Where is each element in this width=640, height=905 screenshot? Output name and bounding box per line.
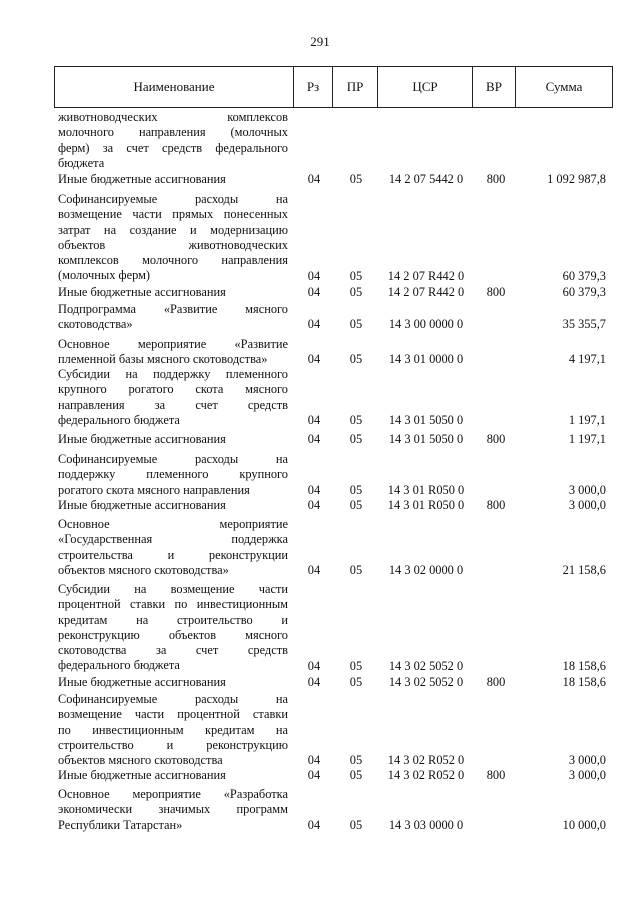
table-row — [0, 452, 640, 498]
row-name-line: скотоводства» — [58, 317, 133, 332]
page-number: 291 — [310, 34, 330, 49]
row-name-line: крупного рогатого скота мясного — [58, 382, 288, 397]
row-vr: 800 — [486, 285, 506, 299]
row-name-line: Софинансируемые расходы на — [58, 452, 288, 466]
row-name-line: Иные бюджетные ассигнования — [58, 498, 226, 512]
row-csr: 14 3 01 R050 0 — [387, 498, 465, 512]
row-pr: 05 — [349, 285, 363, 299]
row-name-line: строительство и реконструкцию — [58, 737, 288, 752]
table-row — [0, 432, 640, 447]
header-rz: Рз — [293, 66, 333, 108]
row-sum: 3 000,0 — [568, 768, 606, 782]
row-pr: 05 — [349, 317, 363, 332]
header-sum: Сумма — [515, 66, 613, 108]
row-sum: 18 158,6 — [562, 675, 606, 689]
row-name-line: по инвестиционным кредитам на — [58, 722, 288, 737]
row-pr: 05 — [349, 768, 363, 782]
row-pr: 05 — [349, 562, 363, 577]
row-name-line: бюджета — [58, 155, 105, 170]
row-name-line: направления за счет средств — [58, 397, 288, 412]
row-rz: 04 — [307, 268, 321, 283]
row-name-line: комплексов молочного направления — [58, 253, 288, 268]
row-rz: 04 — [307, 817, 321, 832]
row-csr: 14 3 01 0000 0 — [388, 352, 464, 367]
row-sum: 3 000,0 — [568, 753, 606, 768]
row-rz: 04 — [307, 317, 321, 332]
table-row — [0, 192, 640, 284]
row-name-line: строительства и реконструкции — [58, 547, 288, 562]
row-name-line: процентной ставки по инвестиционным — [58, 597, 288, 612]
row-name-line: скотоводства за счет средств — [58, 643, 288, 658]
row-name-line: Основное мероприятие «Развитие — [58, 337, 288, 351]
row-pr: 05 — [349, 412, 363, 427]
row-name-line: Иные бюджетные ассигнования — [58, 768, 226, 782]
row-csr: 14 2 07 R442 0 — [387, 268, 465, 283]
table-row — [0, 582, 640, 674]
header-vr: ВР — [472, 66, 516, 108]
row-name — [58, 172, 288, 187]
table-row — [0, 498, 640, 513]
row-vr: 800 — [486, 432, 506, 446]
row-name — [58, 110, 288, 171]
row-name-line: кредитам на строительство и — [58, 612, 288, 627]
table-row — [0, 337, 640, 368]
header-csr: ЦСР — [377, 66, 473, 108]
table-row — [0, 675, 640, 690]
row-rz: 04 — [307, 658, 321, 673]
row-name — [58, 302, 288, 333]
row-rz: 04 — [307, 482, 321, 497]
row-name — [58, 517, 288, 578]
row-sum: 3 000,0 — [568, 482, 606, 497]
row-name-line: возмещение части процентной ставки — [58, 707, 288, 722]
row-sum: 10 000,0 — [562, 817, 606, 832]
header-name: Наименование — [54, 66, 294, 108]
row-sum: 3 000,0 — [568, 498, 606, 512]
row-name — [58, 285, 288, 300]
row-name-line: Иные бюджетные ассигнования — [58, 285, 226, 299]
row-csr: 14 3 01 R050 0 — [387, 482, 465, 497]
row-pr: 05 — [349, 172, 363, 186]
row-name-line: поддержку племенного крупного — [58, 467, 288, 482]
row-name-line: Подпрограмма «Развитие мясного — [58, 302, 288, 316]
row-name — [58, 337, 288, 368]
row-vr: 800 — [486, 675, 506, 689]
table-row — [0, 787, 640, 833]
row-name — [58, 192, 288, 284]
row-name-line: Субсидии на возмещение части — [58, 582, 288, 596]
row-rz: 04 — [307, 498, 321, 512]
row-name-line: Иные бюджетные ассигнования — [58, 172, 226, 186]
row-rz: 04 — [307, 562, 321, 577]
row-name-line: объектов мясного скотоводства — [58, 753, 223, 768]
row-name-line: ферм) за счет средств федерального — [58, 140, 288, 155]
row-name-line: молочного направления (молочных — [58, 125, 288, 140]
row-name-line: реконструкцию объектов мясного — [58, 627, 288, 642]
row-name — [58, 452, 288, 498]
row-name-line: объектов животноводческих — [58, 237, 288, 252]
row-sum: 21 158,6 — [562, 562, 606, 577]
table-row — [0, 768, 640, 783]
row-name-line: федерального бюджета — [58, 658, 180, 673]
table-row — [0, 367, 640, 428]
table-row — [0, 517, 640, 578]
row-rz: 04 — [307, 432, 321, 446]
row-pr: 05 — [349, 498, 363, 512]
row-csr: 14 3 03 0000 0 — [388, 817, 464, 832]
row-rz: 04 — [307, 412, 321, 427]
row-name-line: (молочных ферм) — [58, 268, 151, 283]
row-name — [58, 675, 288, 690]
row-name-line: племенной базы мясного скотоводства» — [58, 352, 268, 367]
row-sum: 35 355,7 — [562, 317, 606, 332]
table-row — [0, 110, 640, 171]
row-csr: 14 3 02 5052 0 — [388, 658, 464, 673]
row-name-line: объектов мясного скотоводства» — [58, 562, 229, 577]
row-pr: 05 — [349, 352, 363, 367]
row-pr: 05 — [349, 753, 363, 768]
header-pr: ПР — [332, 66, 378, 108]
row-csr: 14 3 01 5050 0 — [388, 412, 464, 427]
table-row — [0, 692, 640, 769]
row-pr: 05 — [349, 658, 363, 673]
row-name-line: рогатого скота мясного направления — [58, 482, 250, 497]
row-pr: 05 — [349, 817, 363, 832]
row-csr: 14 3 00 0000 0 — [388, 317, 464, 332]
row-rz: 04 — [307, 285, 321, 299]
table-row — [0, 172, 640, 187]
row-rz: 04 — [307, 768, 321, 782]
row-name-line: Софинансируемые расходы на — [58, 692, 288, 706]
row-name — [58, 367, 288, 428]
row-vr: 800 — [486, 172, 506, 186]
row-name-line: Иные бюджетные ассигнования — [58, 675, 226, 689]
row-name-line: возмещение части прямых понесенных — [58, 207, 288, 222]
row-csr: 14 3 02 R052 0 — [387, 753, 465, 768]
row-name-line: Иные бюджетные ассигнования — [58, 432, 226, 446]
table-row — [0, 285, 640, 300]
row-csr: 14 3 02 5052 0 — [388, 675, 464, 689]
row-pr: 05 — [349, 675, 363, 689]
row-sum: 1 197,1 — [568, 412, 606, 427]
row-name — [58, 768, 288, 783]
row-pr: 05 — [349, 432, 363, 446]
row-sum: 18 158,6 — [562, 658, 606, 673]
row-csr: 14 2 07 R442 0 — [387, 285, 465, 299]
row-name — [58, 498, 288, 513]
row-name — [58, 787, 288, 833]
row-sum: 60 379,3 — [562, 268, 606, 283]
row-name — [58, 692, 288, 768]
row-csr: 14 2 07 5442 0 — [388, 172, 464, 186]
row-rz: 04 — [307, 352, 321, 367]
row-sum: 60 379,3 — [562, 285, 606, 299]
row-name-line: Основное мероприятие — [58, 517, 288, 531]
row-csr: 14 3 01 5050 0 — [388, 432, 464, 446]
row-name-line: Субсидии на поддержку племенного — [58, 367, 288, 381]
row-rz: 04 — [307, 172, 321, 186]
row-name-line: Софинансируемые расходы на — [58, 192, 288, 206]
row-name-line: экономически значимых программ — [58, 802, 288, 817]
row-name-line: Республики Татарстан» — [58, 817, 183, 832]
row-csr: 14 3 02 R052 0 — [387, 768, 465, 782]
row-name — [58, 582, 288, 674]
row-name-line: животноводческих комплексов — [58, 110, 288, 124]
row-rz: 04 — [307, 753, 321, 768]
row-rz: 04 — [307, 675, 321, 689]
row-pr: 05 — [349, 268, 363, 283]
row-name-line: «Государственная поддержка — [58, 532, 288, 547]
row-name — [58, 432, 288, 447]
row-name-line: федерального бюджета — [58, 412, 180, 427]
row-sum: 1 092 987,8 — [547, 172, 606, 186]
row-sum: 1 197,1 — [568, 432, 606, 446]
row-pr: 05 — [349, 482, 363, 497]
row-csr: 14 3 02 0000 0 — [388, 562, 464, 577]
row-name-line: затрат на создание и модернизацию — [58, 222, 288, 237]
table-row — [0, 302, 640, 333]
row-name-line: Основное мероприятие «Разработка — [58, 787, 288, 801]
row-vr: 800 — [486, 768, 506, 782]
row-vr: 800 — [486, 498, 506, 512]
row-sum: 4 197,1 — [568, 352, 606, 367]
